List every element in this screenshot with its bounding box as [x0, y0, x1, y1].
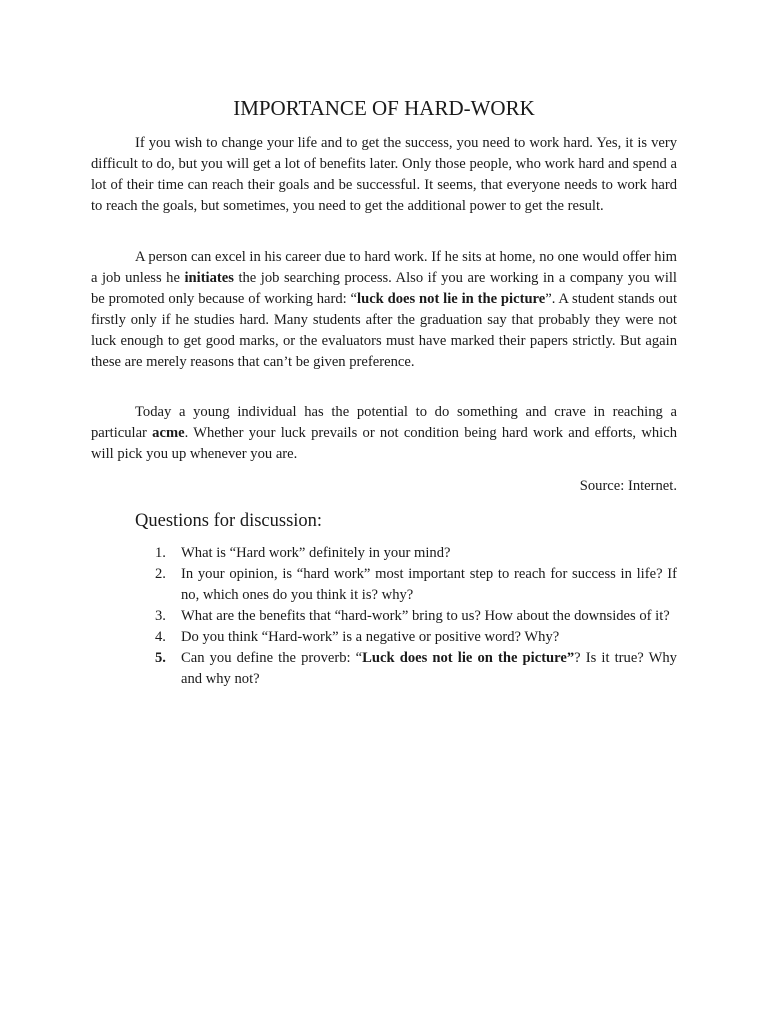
question-text: Do you think “Hard-work” is a negative or positive word? Why?	[181, 629, 560, 645]
question-number: 3.	[155, 608, 166, 624]
questions-list	[155, 543, 677, 690]
paragraph-2-text-c: ”. A student stands out firstly only if he studies hard. Many students after the graduation say that probably they were not luck enough to get good marks, or the evaluators must have marked their papers strictly. But again these are merely reasons that can’t be given preference.	[91, 291, 678, 370]
question-item-4	[155, 627, 677, 648]
question-item-1	[155, 543, 677, 564]
paragraph-3	[91, 402, 677, 465]
question-item-3	[155, 606, 677, 627]
source-citation: Source: Internet.	[579, 478, 677, 494]
question-item-2	[155, 564, 677, 606]
questions-heading: Questions for discussion:	[135, 511, 323, 531]
paragraph-1-text: If you wish to change your life and to get the success, you need to work hard. Yes, it is very difficult to do, but you will get a lot of benefits later. Only those people, who work hard and spend a lot of their time can reach their goals and be successful. It seems, that everyone needs to work hard to reach the goals, but sometimes, you need to get the additional power to get the result.	[91, 135, 677, 214]
document-title: IMPORTANCE OF HARD-WORK	[233, 96, 535, 120]
paragraph-2-bold-quote: luck does not lie in the picture	[357, 291, 546, 307]
paragraph-3-text-b: . Whether your luck prevails or not condition being hard work and efforts, which will pick you up whenever you are.	[91, 425, 677, 462]
question-text	[181, 648, 677, 690]
question-text: What is “Hard work” definitely in your mind?	[181, 545, 451, 561]
paragraph-2-text-b: the job searching process. Also if you are working in a company you will be promoted only because of working hard: “	[91, 270, 677, 307]
paragraph-3-bold-acme: acme	[152, 425, 185, 441]
question-text: In your opinion, is “hard work” most important step to reach for success in life? If no, which ones do you think it is? why?	[181, 566, 677, 603]
question-number: 2.	[155, 566, 166, 582]
paragraph-2-bold-initiates: initiates	[184, 270, 234, 286]
question-5-text-b: ? Is it true? Why and why not?	[181, 650, 677, 687]
question-text: What are the benefits that “hard-work” bring to us? How about the downsides of it?	[181, 608, 670, 624]
question-number: 5.	[155, 650, 166, 666]
question-5-bold-proverb: Luck does not lie on the picture”	[362, 650, 575, 666]
question-item-5	[155, 648, 677, 690]
question-number: 4.	[155, 629, 166, 645]
question-5-text-a: Can you define the proverb: “	[181, 650, 363, 666]
paragraph-1	[91, 133, 677, 217]
paragraph-2	[91, 247, 677, 373]
paragraph-2-text-a: A person can excel in his career due to hard work. If he sits at home, no one would offer him a job unless he	[91, 249, 677, 286]
paragraph-3-text-a: Today a young individual has the potential to do something and crave in reaching a particular	[91, 404, 677, 441]
question-number: 1.	[155, 545, 166, 561]
